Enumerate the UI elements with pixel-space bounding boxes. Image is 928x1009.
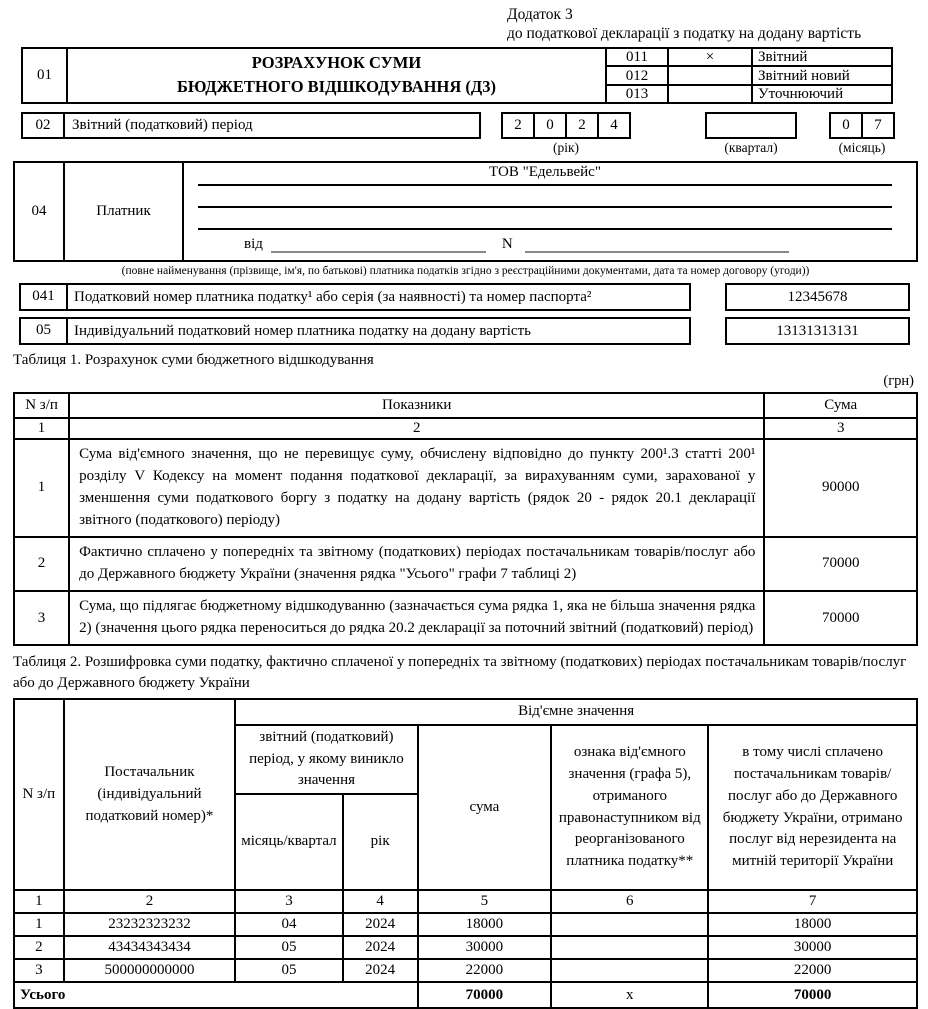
table2-cell-num: 2 [14,936,64,959]
table2-header-period-group: звітний (податковий) період, у якому виникло значення [235,725,417,794]
tax-number-label: Податковий номер платника податку¹ або серія (за наявності) та номер паспорта² [74,288,592,305]
year-digit-boxes [501,112,631,139]
table2-cell-sign [551,959,708,982]
report-type-row-012 [607,67,891,86]
payer-blank-line-2 [198,208,892,230]
table2-cell-paid: 18000 [708,913,917,936]
year-digit: 4 [597,112,631,139]
table2-cell-year: 2024 [343,936,418,959]
table1-header-nzp: N з/п [14,393,69,418]
report-type-row-011 [607,49,891,68]
payer-blank-line-1 [198,186,892,208]
section-05 [13,317,918,345]
section-02-code: 02 [23,114,65,137]
table2-data-row [14,959,917,982]
section-01-code: 01 [23,49,68,102]
table2-cell-month: 05 [235,959,342,982]
table2-cell-sign [551,936,708,959]
table2-cell-paid: 30000 [708,936,917,959]
appendix-header [507,5,918,44]
table2-cell-sum: 30000 [418,936,552,959]
table2-header-sign: ознака від'ємного значення (графа 5), отриманого правонаступником від реорганізованого платника податку** [551,725,708,890]
year-digit: 2 [501,112,535,139]
contract-date-field [271,251,486,253]
section-05-code: 05 [21,319,68,343]
vat-number-value: 13131313131 [725,317,910,345]
month-caption: (місяць) [838,139,886,155]
table1-row-sum: 90000 [764,439,917,537]
table2-colnum: 1 [14,890,64,913]
table2-cell-num: 3 [14,959,64,982]
month-digit: 0 [829,112,863,139]
table2-header-year: рік [343,794,418,890]
table2-header-sum: сума [418,725,552,890]
table2-colnum: 6 [551,890,708,913]
payer-content [184,163,916,260]
payer-name-field: ТОВ "Едельвейс" [198,164,892,186]
table2-cell-year: 2024 [343,913,418,936]
quarter-group [705,112,797,156]
table2-total-label: Усього [14,982,418,1008]
payer-label: Платник [65,163,184,260]
report-type-label: Звітний [758,49,808,66]
month-digit-boxes [829,112,895,139]
table2-total-mark: х [551,982,708,1008]
section-01 [21,47,893,104]
table1-row-text: Сума, що підлягає бюджетному відшкодуванню (зазначається сума рядка 1, яка не більша значення рядка 2) (значення цього рядка переноситься до рядка 20.2 декларації за поточний звітний (податковий) період) [69,591,764,645]
form-title [68,49,605,102]
number-label: N [501,235,513,252]
table2-colnum: 4 [343,890,418,913]
table2-cell-paid: 22000 [708,959,917,982]
table2-header-row-1 [14,699,917,725]
quarter-box [705,112,797,139]
table2-cell-year: 2024 [343,959,418,982]
table1-header-sum: Сума [764,393,917,418]
appendix-subtitle: до податкової декларації з податку на додану вартість [507,25,862,43]
table2-header-nzp: N з/п [14,699,64,890]
year-group [501,112,631,156]
table1-header-row [14,393,917,418]
table1-row-text: Сума від'ємного значення, що не перевищує суму, обчислену відповідно до пункту 200¹.3 статті 200¹ розділу V Кодексу на момент подання податкової декларації, за вирахуванням суми, зарахованої у зменшення суми податкового боргу з податку на додану вартість (рядок 20 - рядок 20.1 декларації звітного (податкового) періоду) [69,439,764,537]
report-type-code: 012 [607,67,669,84]
table1-colnum: 1 [14,418,69,439]
report-type-label: Звітний новий [758,67,850,84]
table1-row-num: 2 [14,537,69,591]
table1-row [14,591,917,645]
section-041 [13,283,918,311]
year-caption: (рік) [552,139,580,155]
period-label-box [21,112,481,139]
table2-colnum: 5 [418,890,552,913]
year-digit: 0 [533,112,567,139]
table2-cell-month: 05 [235,936,342,959]
table2-cell-month: 04 [235,913,342,936]
table2-cell-supplier: 23232323232 [64,913,236,936]
table2-total-row [14,982,917,1008]
table1-row-sum: 70000 [764,537,917,591]
table2-cell-supplier: 43434343434 [64,936,236,959]
table1-row-text: Фактично сплачено у попередніх та звітному (податкових) періодах постачальникам товарів/послуг або до Державного бюджету України (значення рядка "Усього" графи 7 таблиці 2) [69,537,764,591]
table2-colnum: 7 [708,890,917,913]
period-label: Звітний (податковий) період [72,116,253,133]
contract-number-field [525,251,789,253]
table1-row-num: 1 [14,439,69,537]
table2-data-row [14,936,917,959]
month-group [829,112,895,156]
table2-caption: Таблиця 2. Розшифровка суми податку, фактично сплаченої у попередніх та звітному (податкових) періодах постачальникам товарів/послуг або до Державного бюджету України [13,654,907,692]
table1-row [14,537,917,591]
report-type-code: 013 [607,86,669,103]
report-type-label: Уточнюючий [758,86,844,103]
year-digit: 2 [565,112,599,139]
vat-number-label: Індивідуальний податковий номер платника податку на додану вартість [74,322,531,339]
tax-number-value: 12345678 [725,283,910,311]
table2 [13,698,918,1009]
table1 [13,392,918,646]
section-02 [13,112,918,156]
table2-data-row [14,913,917,936]
vat-number-label-box [19,317,691,345]
section-04 [13,161,918,262]
table2-header-negative-group: Від'ємне значення [235,699,917,725]
table1-header-indicators: Показники [69,393,764,418]
table2-total-sum: 70000 [418,982,552,1008]
table2-cell-num: 1 [14,913,64,936]
tax-number-label-box [19,283,691,311]
appendix-number: Додаток 3 [507,6,573,23]
section-04-code: 04 [15,163,65,260]
table2-colnum: 2 [64,890,236,913]
table1-row [14,439,917,537]
contract-date-number-line [198,231,892,253]
table1-colnum: 2 [69,418,764,439]
report-type-checkbox [669,67,753,84]
table2-cell-sum: 22000 [418,959,552,982]
form-title-line1: РОЗРАХУНОК СУМИ [251,52,422,72]
table2-colnum: 3 [235,890,342,913]
currency-note: (грн) [883,372,914,389]
table1-colnum: 3 [764,418,917,439]
report-type-checkbox [669,86,753,103]
report-type-checkbox: × [669,49,753,66]
table1-row-num: 3 [14,591,69,645]
form-title-line2: БЮДЖЕТНОГО ВІДШКОДУВАННЯ (Д3) [177,77,496,97]
report-type-code: 011 [607,49,669,66]
report-type-table [605,49,891,102]
table2-total-paid: 70000 [708,982,917,1008]
payer-footnote: (повне найменування (прізвище, ім'я, по батькові) платника податків згідно з реєстраційними документами, дата та номер договору (угоди)) [121,264,810,277]
report-type-row-013 [607,86,891,103]
table1-caption: Таблиця 1. Розрахунок суми бюджетного відшкодування [13,351,374,368]
section-041-code: 041 [21,285,68,309]
quarter-caption: (квартал) [724,139,778,155]
table2-header-supplier: Постачальник (індивідуальний податковий номер)* [64,699,236,890]
table2-header-month: місяць/квартал [235,794,342,890]
table1-row-sum: 70000 [764,591,917,645]
month-digit: 7 [861,112,895,139]
table2-cell-sum: 18000 [418,913,552,936]
table2-header-paid: в тому числі сплачено постачальникам товарів/послуг або до Державного бюджету України, отримано послуг від нерезидента на митній території України [708,725,917,890]
table1-numbering-row [14,418,917,439]
from-label: від [244,235,263,252]
table2-cell-supplier: 500000000000 [64,959,236,982]
table2-cell-sign [551,913,708,936]
table2-numbering-row [14,890,917,913]
